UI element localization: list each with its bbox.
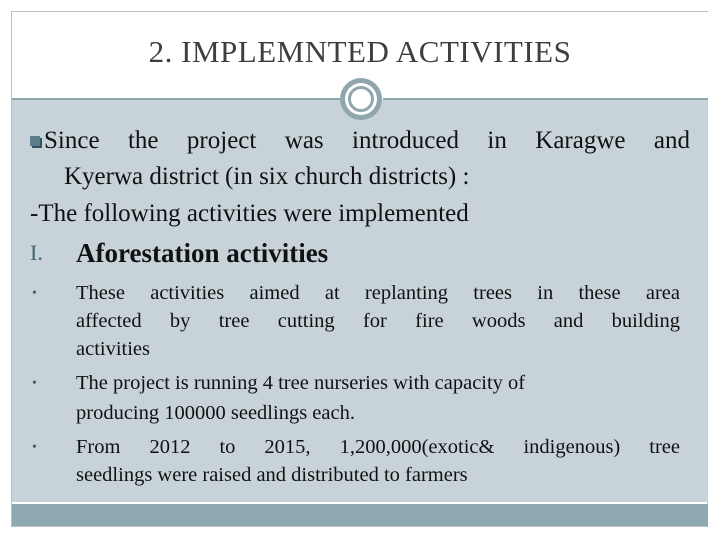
bullet-dot-icon: • <box>32 286 37 301</box>
bullet-1-line-2: affected by tree cutting for fire woods and building <box>76 310 680 332</box>
divider-left <box>12 98 340 100</box>
bullet-1-line-1: These activities aimed at replanting trees in these area <box>76 282 680 304</box>
bullet-1-line-3: activities <box>76 338 151 360</box>
intro-line-2: Kyerwa district (in six church districts) : <box>64 163 470 190</box>
bullet-3-line-1: From 2012 to 2015, 1,200,000(exotic& indigenous) tree <box>76 436 680 458</box>
bullet-dot-icon: • <box>32 376 37 391</box>
intro-text-1: Since the project was introduced in Karagwe and <box>44 127 690 154</box>
section-number: I. <box>30 240 43 265</box>
intro-line-3: -The following activities were implemented <box>30 200 469 227</box>
bullet-2-line-2: producing 100000 seedlings each. <box>76 402 355 424</box>
intro-line-1 <box>30 127 690 155</box>
bullet-2-line-1: The project is running 4 tree nurseries with capacity of <box>76 372 526 394</box>
divider-right <box>383 98 708 100</box>
section-heading: Aforestation activities <box>76 238 329 268</box>
bullet-3-line-2: seedlings were raised and distributed to farmers <box>76 464 468 486</box>
bullet-dot-icon: • <box>32 440 37 455</box>
slide-title: 2. IMPLEMNTED ACTIVITIES <box>148 34 572 69</box>
square-bullet-icon <box>30 136 40 146</box>
footer-band <box>12 504 708 526</box>
circle-ornament-icon <box>340 78 382 120</box>
